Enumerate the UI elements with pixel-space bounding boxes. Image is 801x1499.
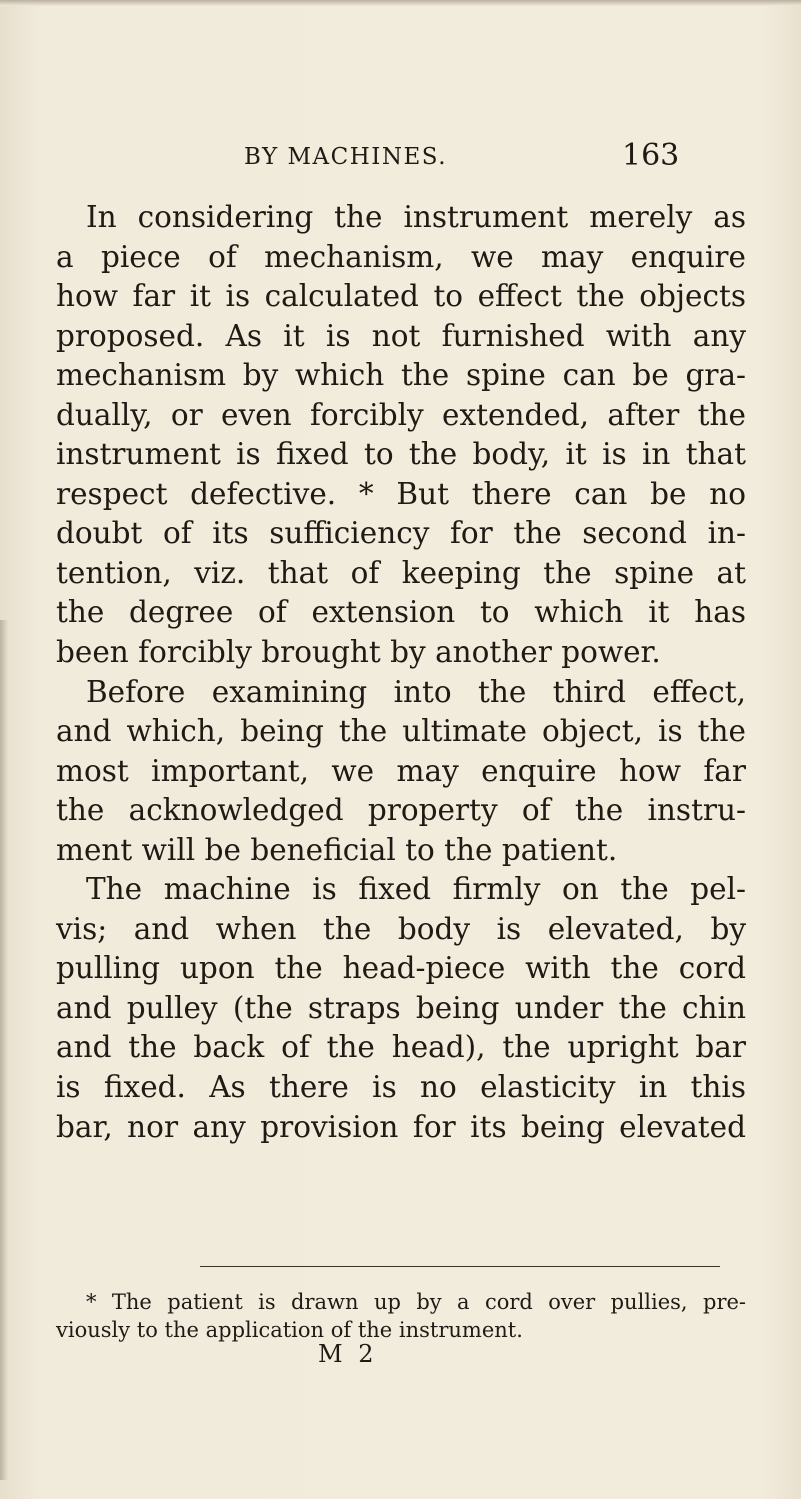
text-line: ment will be beneficial to the patient. xyxy=(56,832,618,867)
text-line: Before examining into the third effect, xyxy=(86,674,746,709)
footnote-line: viously to the application of the instrument. xyxy=(56,1318,523,1342)
text-line: been forcibly brought by another power. xyxy=(56,635,661,670)
text-line: respect defective. * But there can be no xyxy=(56,476,746,511)
text-line: the acknowledged property of the instru- xyxy=(56,793,746,828)
page-top-edge xyxy=(0,0,801,6)
running-head: BY MACHINES. xyxy=(244,144,448,170)
text-line: In considering the instrument merely as xyxy=(86,200,746,234)
page-left-edge-shadow xyxy=(0,620,8,1480)
text-line: pulling upon the head-piece with the cord xyxy=(56,951,746,986)
text-line: the degree of extension to which it has xyxy=(56,595,746,630)
text-line: is fixed. As there is no elasticity in this xyxy=(56,1070,746,1105)
signature-mark: M 2 xyxy=(318,1340,378,1368)
text-line: mechanism by which the spine can be gra- xyxy=(56,358,746,393)
text-line: and which, being the ultimate object, is the xyxy=(56,714,746,749)
footnote-rule xyxy=(200,1266,720,1267)
text-line: dually, or even forcibly extended, after the xyxy=(56,397,746,432)
text-line: tention, viz. that of keeping the spine at xyxy=(56,555,746,590)
text-line: bar, nor any provision for its being elevated xyxy=(56,1109,746,1144)
text-line: how far it is calculated to effect the objects xyxy=(56,279,746,314)
footnote-line: * The patient is drawn up by a cord over pullies, pre- xyxy=(86,1290,746,1314)
text-line: a piece of mechanism, we may enquire xyxy=(56,239,746,274)
body-text xyxy=(56,198,746,1147)
text-line: proposed. As it is not furnished with any xyxy=(56,318,746,353)
footnote xyxy=(56,1288,746,1344)
text-line: doubt of its sufficiency for the second in- xyxy=(56,516,746,551)
text-line: instrument is fixed to the body, it is in that xyxy=(56,437,746,472)
text-line: and the back of the head), the upright bar xyxy=(56,1030,746,1065)
text-line: The machine is fixed firmly on the pel- xyxy=(86,872,746,907)
text-line: and pulley (the straps being under the chin xyxy=(56,990,746,1025)
text-line: most important, we may enquire how far xyxy=(56,753,746,788)
page-number: 163 xyxy=(622,138,680,173)
text-line: vis; and when the body is elevated, by xyxy=(56,911,746,946)
